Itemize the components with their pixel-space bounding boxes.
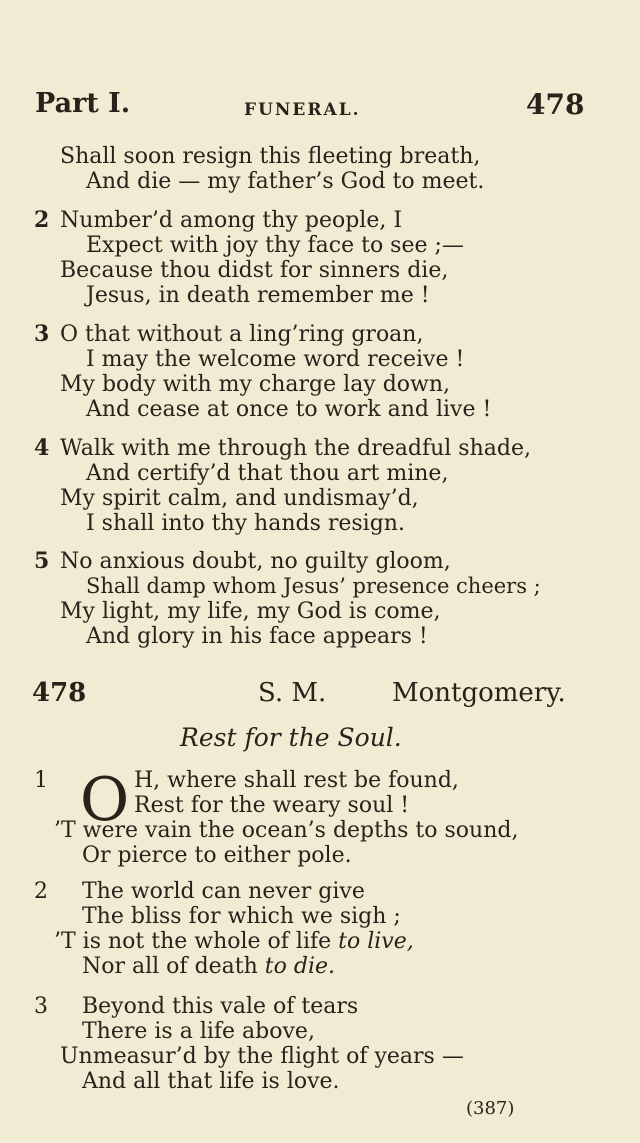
verse-line: ’T were vain the ocean’s depths to sound, bbox=[54, 818, 519, 843]
verse-line-text: Nor all of death bbox=[82, 954, 265, 979]
verse-line-text: ’T is not the whole of life bbox=[54, 929, 339, 954]
hymn-subtitle: Rest for the Soul. bbox=[180, 723, 402, 752]
verse-number: 3 bbox=[34, 994, 48, 1019]
verse-line: My light, my life, my God is come, bbox=[60, 599, 441, 624]
verse-line: My body with my charge lay down, bbox=[60, 372, 451, 397]
verse-line: Unmeasur’d by the flight of years — bbox=[60, 1044, 464, 1069]
verse-line: Rest for the weary soul ! bbox=[134, 793, 410, 818]
verse-number: 4 bbox=[34, 435, 50, 461]
verse-line bbox=[82, 954, 335, 979]
verse-line: Jesus, in death remember me ! bbox=[86, 283, 430, 308]
hymn-meter: S. M. bbox=[258, 678, 327, 708]
verse-number: 3 bbox=[34, 321, 50, 347]
page-number: (387) bbox=[466, 1098, 515, 1119]
header-hymn-number: 478 bbox=[526, 88, 585, 121]
verse-line: And glory in his face appears ! bbox=[86, 624, 428, 649]
verse-line: And certify’d that thou art mine, bbox=[86, 461, 449, 486]
verse-line: I shall into thy hands resign. bbox=[86, 511, 405, 536]
verse-line-italic: to die. bbox=[264, 954, 336, 979]
verse-number: 2 bbox=[34, 207, 50, 233]
verse-line: The bliss for which we sigh ; bbox=[82, 904, 401, 929]
verse-line: O that without a ling’ring groan, bbox=[60, 322, 424, 347]
verse-line: And all that life is love. bbox=[82, 1069, 340, 1094]
verse-line: And cease at once to work and live ! bbox=[86, 397, 492, 422]
hymn-number: 478 bbox=[32, 678, 87, 708]
verse-line: H, where shall rest be found, bbox=[134, 768, 459, 793]
verse-line: And die — my father’s God to meet. bbox=[86, 169, 485, 194]
verse-line bbox=[54, 929, 414, 954]
verse-line: Walk with me through the dreadful shade, bbox=[60, 436, 531, 461]
verse-line: Shall soon resign this fleeting breath, bbox=[60, 144, 481, 169]
verse-line: No anxious doubt, no guilty gloom, bbox=[60, 549, 451, 574]
verse-line: Expect with joy thy face to see ;— bbox=[86, 233, 464, 258]
verse-number: 1 bbox=[34, 768, 48, 793]
verse-line: Shall damp whom Jesus’ presence cheers ; bbox=[86, 574, 541, 598]
section-title: FUNERAL. bbox=[244, 100, 361, 120]
verse-line: Number’d among thy people, I bbox=[60, 208, 403, 233]
verse-number: 5 bbox=[34, 548, 50, 574]
verse-line: Beyond this vale of tears bbox=[82, 994, 359, 1019]
verse-line-italic: to live, bbox=[338, 929, 414, 954]
hymn-author: Montgomery. bbox=[392, 678, 566, 708]
drop-cap: O bbox=[80, 765, 130, 835]
part-label: Part I. bbox=[35, 88, 131, 119]
verse-line: My spirit calm, and undismay’d, bbox=[60, 486, 419, 511]
verse-line: I may the welcome word receive ! bbox=[86, 347, 465, 372]
verse-line: The world can never give bbox=[82, 879, 365, 904]
verse-line: Because thou didst for sinners die, bbox=[60, 258, 449, 283]
verse-line: There is a life above, bbox=[82, 1019, 315, 1044]
verse-line: Or pierce to either pole. bbox=[82, 843, 352, 868]
verse-number: 2 bbox=[34, 879, 48, 904]
